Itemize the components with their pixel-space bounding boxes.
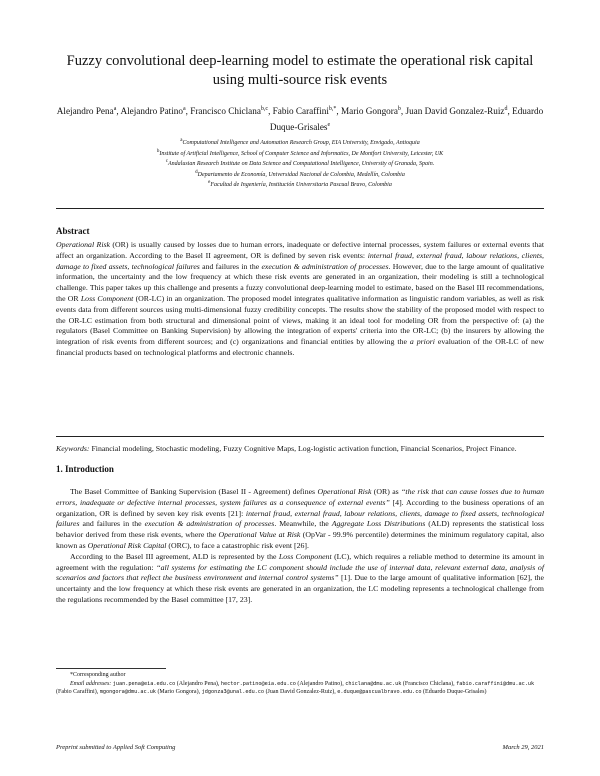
author-affil-mark: e xyxy=(327,122,331,129)
affiliation: $^e$Facultad de Ingeniería, Institución Universitaria Pascual Bravo, Colombia xyxy=(208,180,392,189)
footnote-rule xyxy=(56,668,166,669)
paragraph: The Basel Committee of Banking Supervision (Basel II - Agreement) defines Operational Risk (OR) as “the risk that can cause losses due to human errors, inadequate or defective internal processes, system failures as a consequence of external events” [4]. According to the business operations of an organization, OR is defined by seven key risk events [21]: internal fraud, external fraud, labour relations, clients, damage to fixed assets, technological failures and failures in the execution & administration of processes. Meanwhile, the Aggregate Loss Distributions (ALD) represents the statistical loss behavior derived from these risk events, where the Operational Value at Risk (OpVar - 99.9% percentile) determines the minimum regulatory capital, also known as Operational Risk Capital (ORC), to face a catastrophic risk event [26]. xyxy=(56,487,545,550)
author-affil-mark: a xyxy=(182,106,186,112)
author-affil-mark: b,c xyxy=(260,106,269,112)
section-heading-introduction: 1. Introduction xyxy=(56,464,114,474)
footer-date: March 29, 2021 xyxy=(502,744,544,751)
email-link[interactable]: e.duque@pascualbravo.edu.co xyxy=(337,689,422,696)
affiliation: $^b$Institute of Artificial Intelligence, School of Computer Science and Informatics, De Montfort University, Leicester, UK xyxy=(156,148,444,157)
email-link[interactable]: chiclana@dmu.ac.uk xyxy=(345,680,402,687)
affiliation: $^a$Computational Intelligence and Automation Research Group, EIA University, Envigado, Antioquia xyxy=(180,138,420,146)
abstract-bottom-rule xyxy=(56,436,544,437)
affiliation-list xyxy=(60,137,540,190)
paragraph: According to the Basel III agreement, ALD is represented by the Loss Component (LC), which requires a reliable method to determine its amount in agreement with the regulation: “all systems for estimating the LC component should include the use of internal data, relevant external data, analysis of scenarios and factors that reflect the business environment and internal control systems” [1]. Due to the large amount of qualitative information [62], the uncertainty and the low frequency at which these risk events are generated in an organization, the LC modeling represents a technological challenge from the regulations recommended by the Basel committee [17, 23]. xyxy=(56,551,545,604)
footer-preprint-note: Preprint submitted to Applied Soft Computing xyxy=(56,744,176,751)
author-name: Eduardo Duque-Grisales xyxy=(269,106,544,133)
affiliation: $^c$Andalusian Research Institute on Data Science and Computational Intelligence, University of Granada, Spain. xyxy=(165,159,435,168)
abstract-text: Operational Risk (OR) is usually caused by losses due to human errors, inadequate or defective internal processes, system failures or external events that affect an organization. According to the Basel II agreement, OR is defined by seven risk events: internal fraud, external fraud, labour relations, clients, damage to fixed assets, technological failures and failures in the execution & administration of processes. However, due to the large amount of qualitative information, the uncertainty and the low frequency at which these risk events are generated in an organization, their modeling is still a technological challenge. This paper takes up this challenge and presents a fuzzy convolutional deep-learning model to estimate, based on the Basel III recommendations, the OR Loss Component (OR-LC) in an organization. The proposed model integrates qualitative information as linguistic random variables, as well as risk events data from different sources using multi-dimensional fuzzy credibility concepts. The results show the stability of the proposed model with respect to the OR-LC estimation from both structural and dimensional point of views, making it an ideal tool for modeling OR from the perspective of: (a) the regulators (Basel Committee on Banking Supervision) by allowing the integration of experts' criteria into the OR-LC; (b) the insurers by allowing the integration of risk events from different sources; and (c) organizations and financial entities by allowing the a priori evaluation of the OR-LC of new financial products based on technological platforms and electronic channels. xyxy=(56,240,545,357)
author-name: Juan David Gonzalez-Ruiz xyxy=(405,106,505,117)
abstract-top-rule xyxy=(56,208,544,209)
author-name: Mario Gongora xyxy=(341,106,398,117)
author-affil-mark: b xyxy=(397,106,401,112)
email-link[interactable]: jdgonza3@unal.edu.co xyxy=(201,689,265,696)
email-link[interactable]: juan.pena@eia.edu.co xyxy=(112,680,176,687)
keywords-label: Keywords: xyxy=(56,444,90,453)
email-link[interactable]: fabio.caraffini@dmu.ac.uk xyxy=(456,680,535,687)
author-name: Alejandro Patino xyxy=(120,106,183,117)
author-name: Francisco Chiclana xyxy=(190,106,261,117)
footnotes xyxy=(56,671,544,697)
author-affil-mark: b,* xyxy=(328,106,337,112)
title-line-2: using multi-source risk events xyxy=(212,72,388,88)
author-name: Fabio Caraffini xyxy=(272,106,329,117)
introduction-body xyxy=(56,487,544,606)
corresponding-author-note: *Corresponding author xyxy=(70,672,126,678)
email-link[interactable]: hector.patino@eia.edu.co xyxy=(220,680,296,687)
email-addresses: Email addresses: juan.pena@eia.edu.co (Alejandro Pena), hector.patino@eia.edu.co (Alejandro Patino), chiclana@dmu.ac.uk (Francisco Chiclana), fabio.caraffini@dmu.ac.uk (Fabio Caraffini), mgongora@dmu.ac.uk (Mario Gongora), jdgonza3@unal.edu.co (Juan David Gonzalez-Ruiz), e.duque@pascualbravo.edu.co (Eduardo Duque-Grisales) xyxy=(56,680,535,696)
keywords xyxy=(56,444,544,455)
author-affil-mark: a xyxy=(113,106,117,112)
keywords-text: Financial modeling, Stochastic modeling, Fuzzy Cognitive Maps, Log-logistic activation function, Financial Scenarios, Project Finance. xyxy=(89,444,517,453)
paper-title xyxy=(60,52,540,90)
affiliation: $^d$Departamento de Economía, Universidad Nacional de Colombia, Medellín, Colombia xyxy=(195,169,405,178)
author-name: Alejandro Pena xyxy=(56,106,114,117)
author-list: Alejandro Pena$^a$, Alejandro Patino$^a$, Francisco Chiclana$^{b,c}$, Fabio Caraffini$^{b,*}$, Mario Gongora$^b$, Juan David Gonzalez-Ruiz$^d$, Eduardo Duque-Grisales$^e$ xyxy=(56,106,544,133)
author-affil-mark: d xyxy=(504,106,508,112)
title-line-1: Fuzzy convolutional deep-learning model to estimate the operational risk capital xyxy=(66,53,534,69)
abstract-heading: Abstract xyxy=(56,226,90,236)
email-link[interactable]: mgongora@dmu.ac.uk xyxy=(99,689,156,696)
